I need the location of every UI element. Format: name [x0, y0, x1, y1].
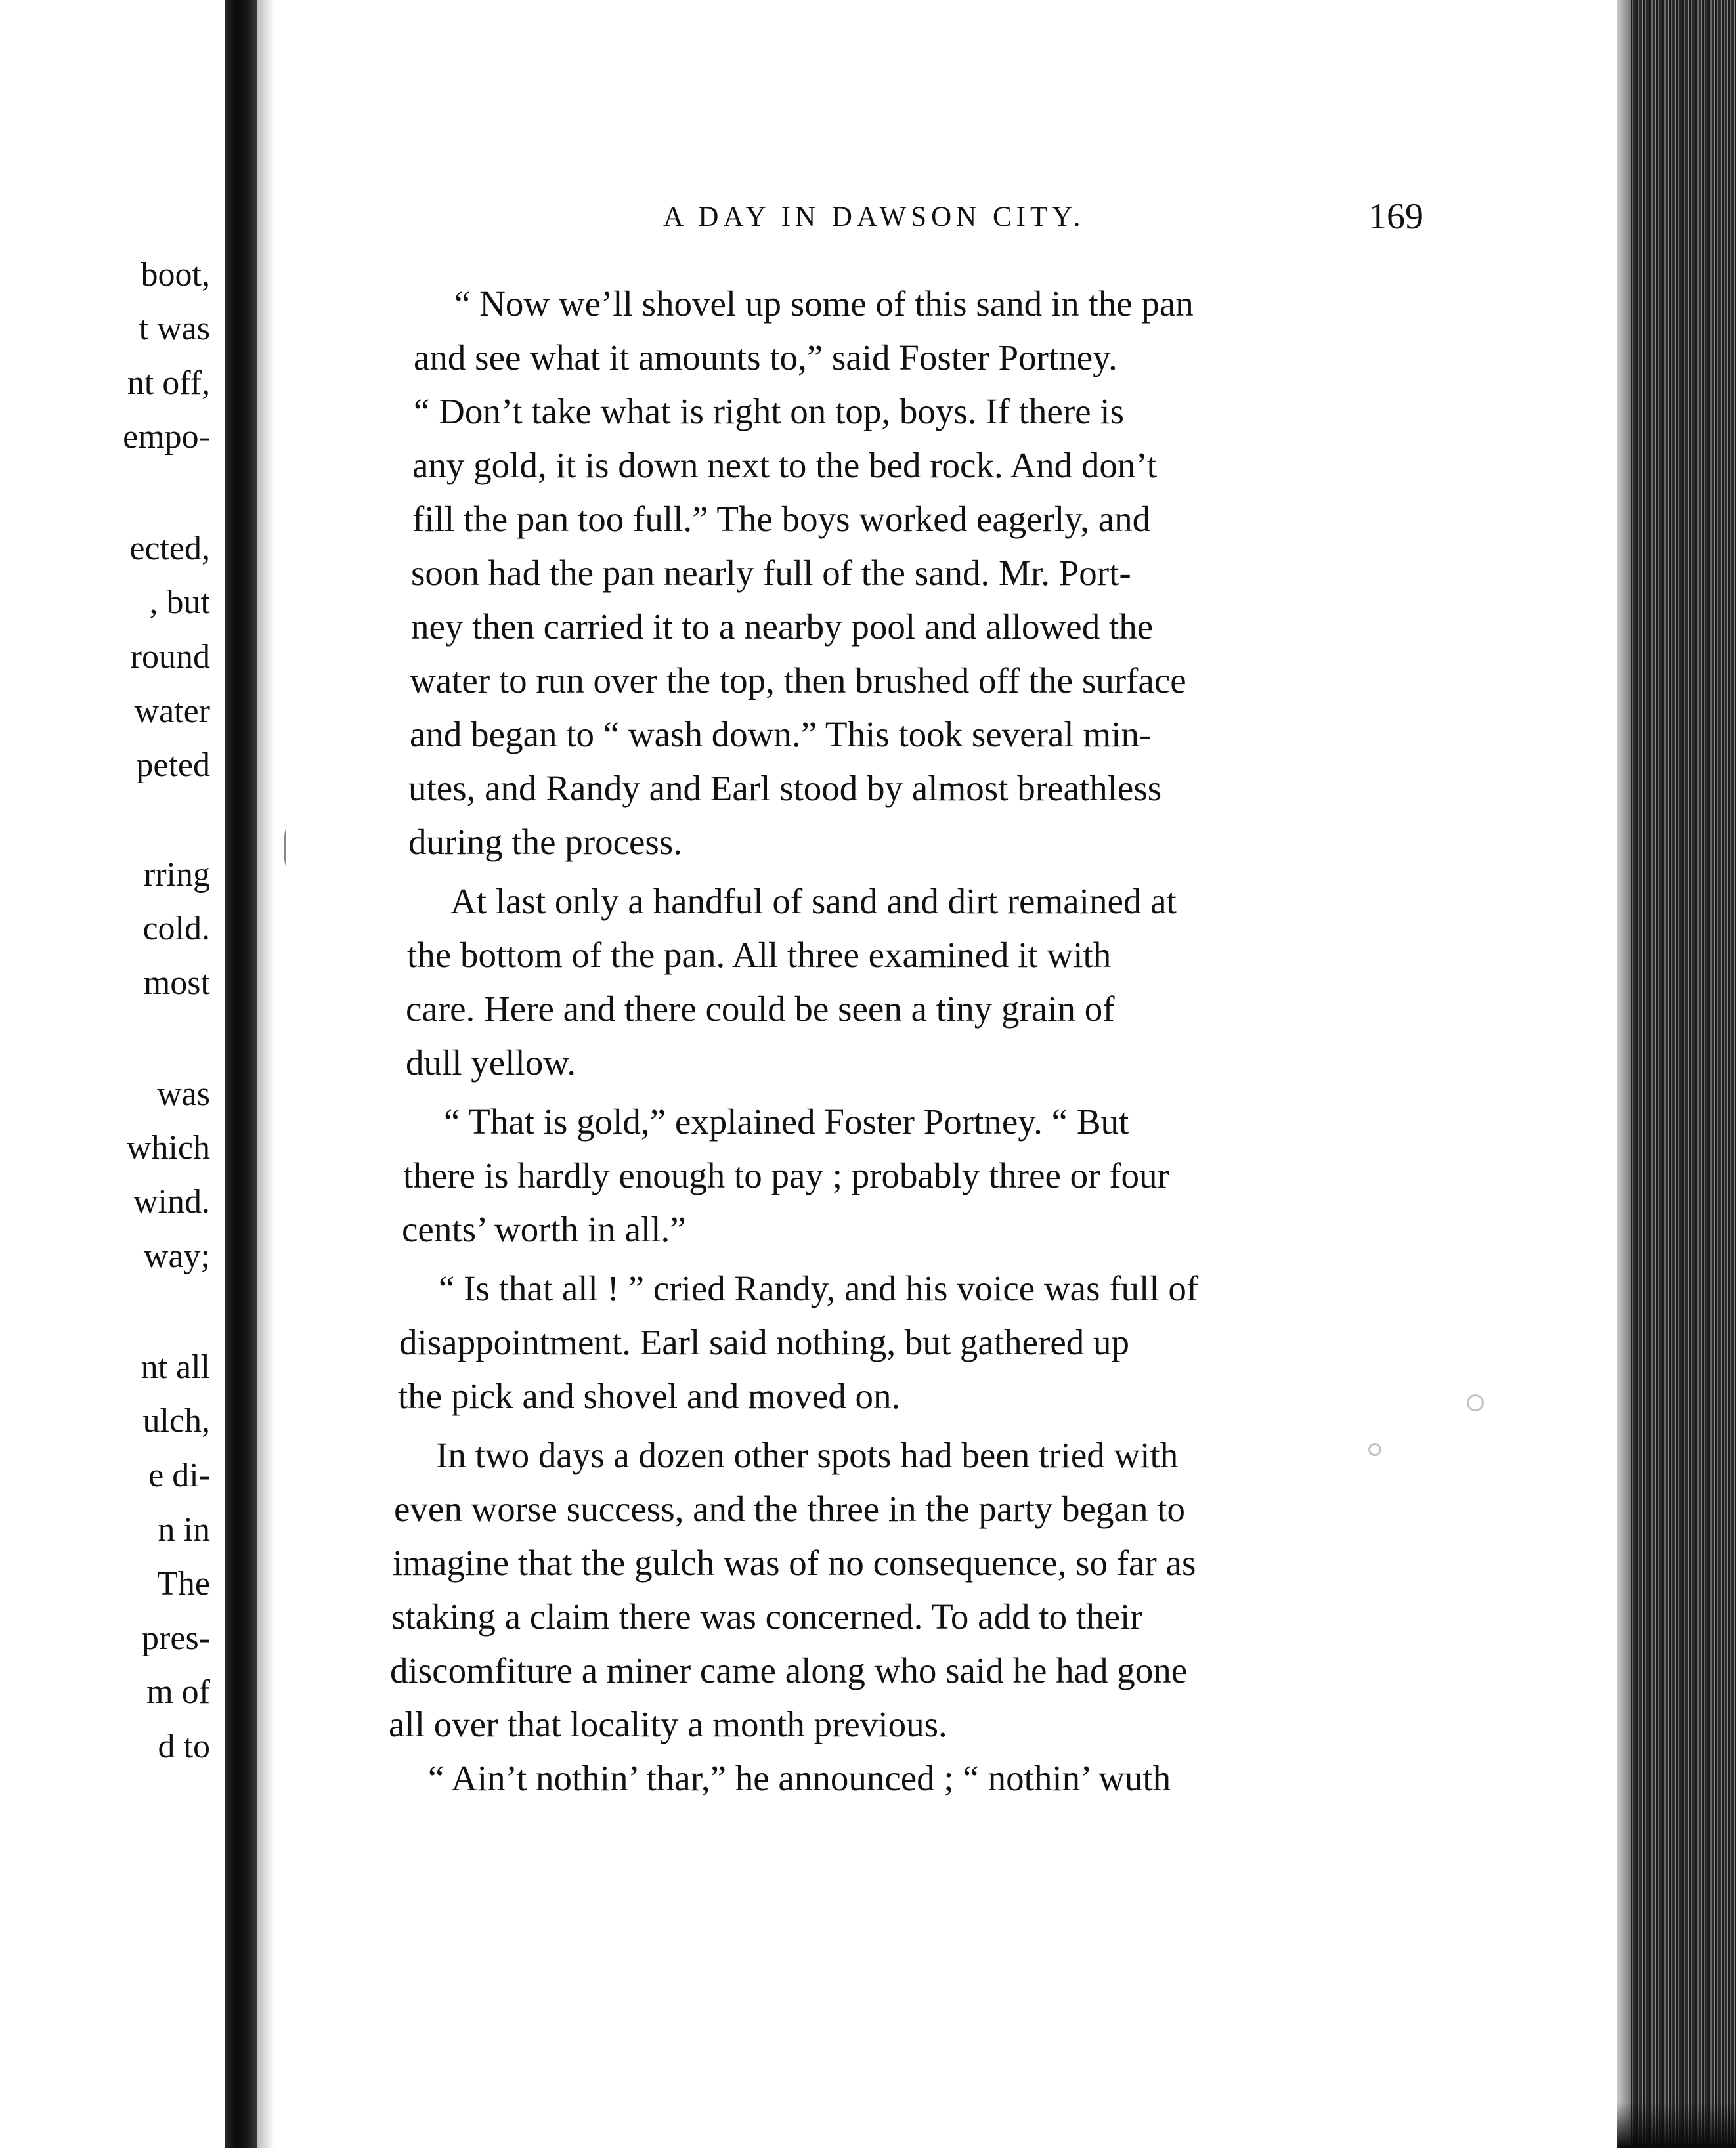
left-line: water [134, 693, 210, 730]
body-line: the bottom of the pan. All three examined it with [407, 935, 1112, 975]
body-line: fill the pan too full.” The boys worked eagerly, and [412, 499, 1151, 539]
left-line: most [143, 964, 210, 1002]
body-line: imagine that the gulch was of no consequence, so far as [393, 1543, 1196, 1583]
body-line: water to run over the top, then brushed off the surface [410, 660, 1186, 700]
body-line: staking a claim there was concerned. To add to their [391, 1597, 1142, 1637]
body-line: “ Now we’ll shovel up some of this sand in the pan [454, 284, 1194, 324]
body-line: even worse success, and the three in the party began to [394, 1489, 1185, 1529]
left-line: t was [139, 310, 210, 347]
body-line: any gold, it is down next to the bed rock. And don’t [412, 445, 1157, 485]
body-line: At last only a handful of sand and dirt remained at [450, 881, 1177, 921]
body-line: soon had the pan nearly full of the sand. Mr. Port- [411, 553, 1131, 593]
left-line: peted [136, 746, 210, 784]
page-number: 169 [1368, 196, 1423, 237]
body-line: and began to “ wash down.” This took several min- [410, 714, 1152, 754]
left-line: m of [146, 1673, 210, 1711]
left-line: which [126, 1129, 210, 1167]
left-line: rring [143, 856, 210, 893]
body-line: during the process. [408, 822, 682, 862]
left-line: was [157, 1075, 210, 1113]
left-line: n in [158, 1511, 210, 1549]
left-line: The [157, 1565, 210, 1602]
left-line: e di- [148, 1457, 210, 1494]
left-line: nt off, [127, 364, 210, 402]
left-line: d to [158, 1728, 210, 1765]
body-line: In two days a dozen other spots had been tried with [436, 1435, 1179, 1475]
body-line: discomfiture a miner came along who said he had gone [390, 1650, 1188, 1690]
body-line: there is hardly enough to pay ; probably three or four [403, 1155, 1169, 1195]
body-line: all over that locality a month previous. [389, 1704, 947, 1744]
left-line: round [130, 638, 210, 676]
paper-spot [1467, 1394, 1484, 1411]
body-line: ney then carried it to a nearby pool and allowed the [411, 607, 1154, 647]
left-line: , but [149, 584, 210, 621]
page-edge-stack [1617, 0, 1736, 2148]
left-line: wind. [133, 1183, 210, 1220]
left-line: ulch, [142, 1402, 210, 1440]
gutter-shadow [257, 0, 274, 2148]
body-line: disappointment. Earl said nothing, but gathered up [399, 1322, 1130, 1362]
body-line: utes, and Randy and Earl stood by almost breathless [408, 768, 1162, 808]
body-line: and see what it amounts to,” said Foster Portney. [414, 337, 1118, 377]
left-line: nt all [141, 1348, 210, 1386]
body-line: “ That is gold,” explained Foster Portney. “ But [444, 1102, 1129, 1142]
left-line: cold. [142, 910, 210, 947]
left-line: pres- [142, 1620, 210, 1657]
left-line: empo- [123, 418, 210, 456]
left-line: ected, [129, 530, 210, 567]
left-line: boot, [141, 256, 210, 293]
paper-mark [284, 828, 290, 867]
previous-page-fragment [0, 0, 225, 2148]
body-line: the pick and shovel and moved on. [398, 1376, 901, 1416]
body-line: cents’ worth in all.” [402, 1209, 686, 1249]
paper-spot [1368, 1443, 1381, 1456]
book-gutter [225, 0, 257, 2148]
running-head: A DAY IN DAWSON CITY. [663, 202, 1085, 232]
body-line: “ Ain’t nothin’ thar,” he announced ; “ nothin’ wuth [428, 1758, 1171, 1798]
body-line: dull yellow. [406, 1042, 576, 1083]
body-line: “ Don’t take what is right on top, boys. If there is [414, 391, 1124, 431]
left-line: way; [143, 1237, 210, 1275]
body-line: care. Here and there could be seen a tiny grain of [406, 989, 1115, 1029]
body-line: “ Is that all ! ” cried Randy, and his voice was full of [439, 1268, 1199, 1308]
